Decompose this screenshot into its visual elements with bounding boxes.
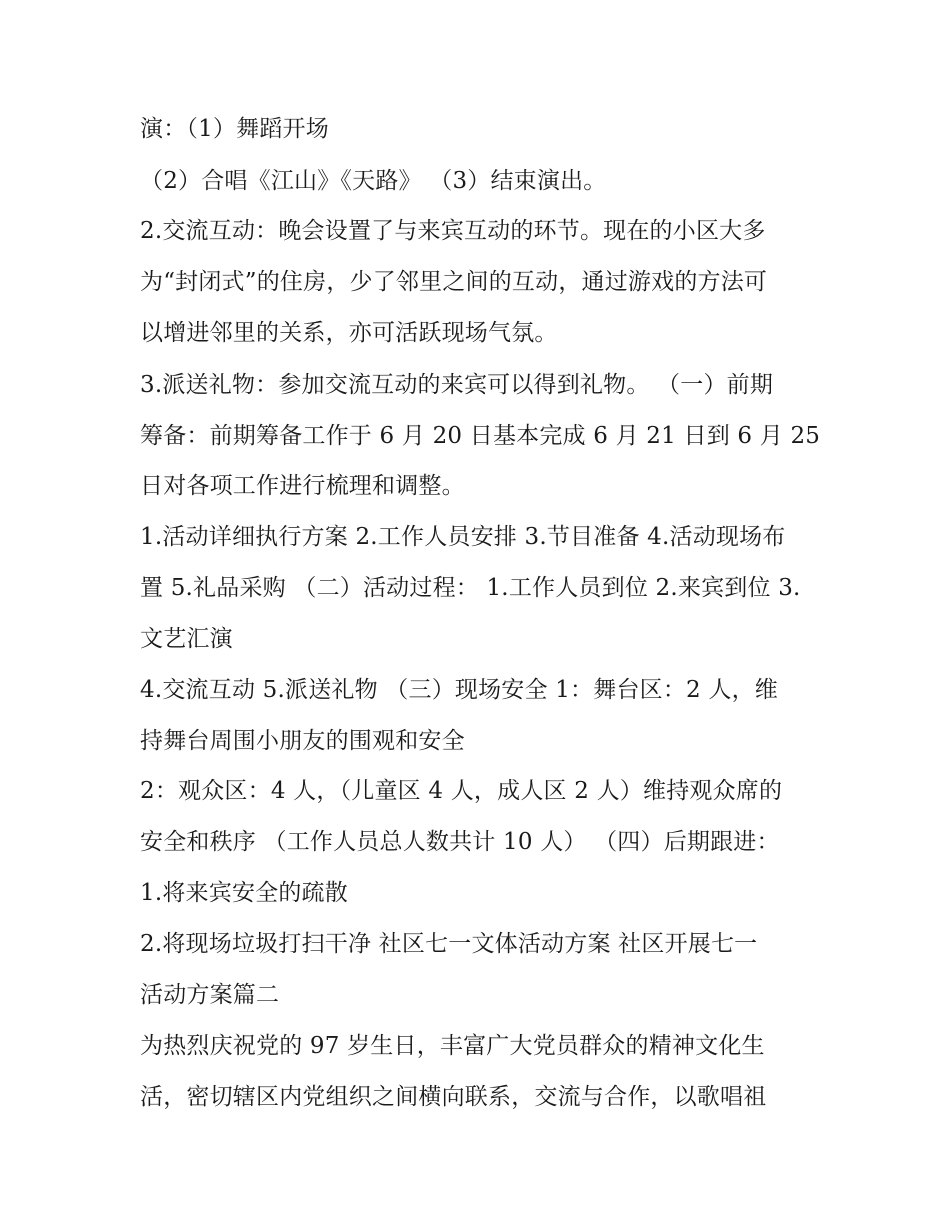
text-line: 2：观众区：4 人，（儿童区 4 人，成人区 2 人）维持观众席的 — [140, 778, 783, 804]
text-line: 置 5.礼品采购 （二）活动过程： 1.工作人员到位 2.来宾到位 3. — [140, 575, 801, 601]
text-line: 2.将现场垃圾打扫干净 社区七一文体活动方案 社区开展七一 — [140, 931, 758, 957]
text-line: 以增进邻里的关系，亦可活跃现场气氛。 — [140, 320, 558, 346]
text-line: 为热烈庆祝党的 97 岁生日，丰富广大党员群众的精神文化生 — [140, 1033, 765, 1059]
text-line: 3.派送礼物：参加交流互动的来宾可以得到礼物。 （一）前期 — [140, 372, 774, 398]
text-line: （2）合唱《江山》《天路》 （3）结束演出。 — [140, 168, 607, 194]
text-line: 日对各项工作进行梳理和调整。 — [140, 473, 465, 499]
text-line: 持舞台周围小朋友的围观和安全 — [140, 728, 465, 754]
text-line: 筹备：前期筹备工作于 6 月 20 日基本完成 6 月 21 日到 6 月 25 — [140, 423, 821, 449]
text-line: 文艺汇演 — [140, 626, 233, 652]
text-line: 2.交流互动：晚会设置了与来宾互动的环节。现在的小区大多 — [140, 218, 766, 244]
text-line: 1.将来宾安全的疏散 — [140, 880, 348, 906]
text-line: 1.活动详细执行方案 2.工作人员安排 3.节目准备 4.活动现场布 — [140, 524, 786, 550]
text-line: 4.交流互动 5.派送礼物 （三）现场安全 1：舞台区：2 人，维 — [140, 677, 778, 703]
text-line: 活动方案篇二 — [140, 982, 280, 1008]
text-line: 为“封闭式”的住房，少了邻里之间的互动，通过游戏的方法可 — [140, 269, 768, 295]
text-line: 演：（1）舞蹈开场 — [140, 116, 329, 142]
text-line: 安全和秩序 （工作人员总人数共计 10 人） （四）后期跟进： — [140, 829, 780, 855]
text-line: 活，密切辖区内党组织之间横向联系，交流与合作，以歌唱祖 — [140, 1084, 767, 1110]
